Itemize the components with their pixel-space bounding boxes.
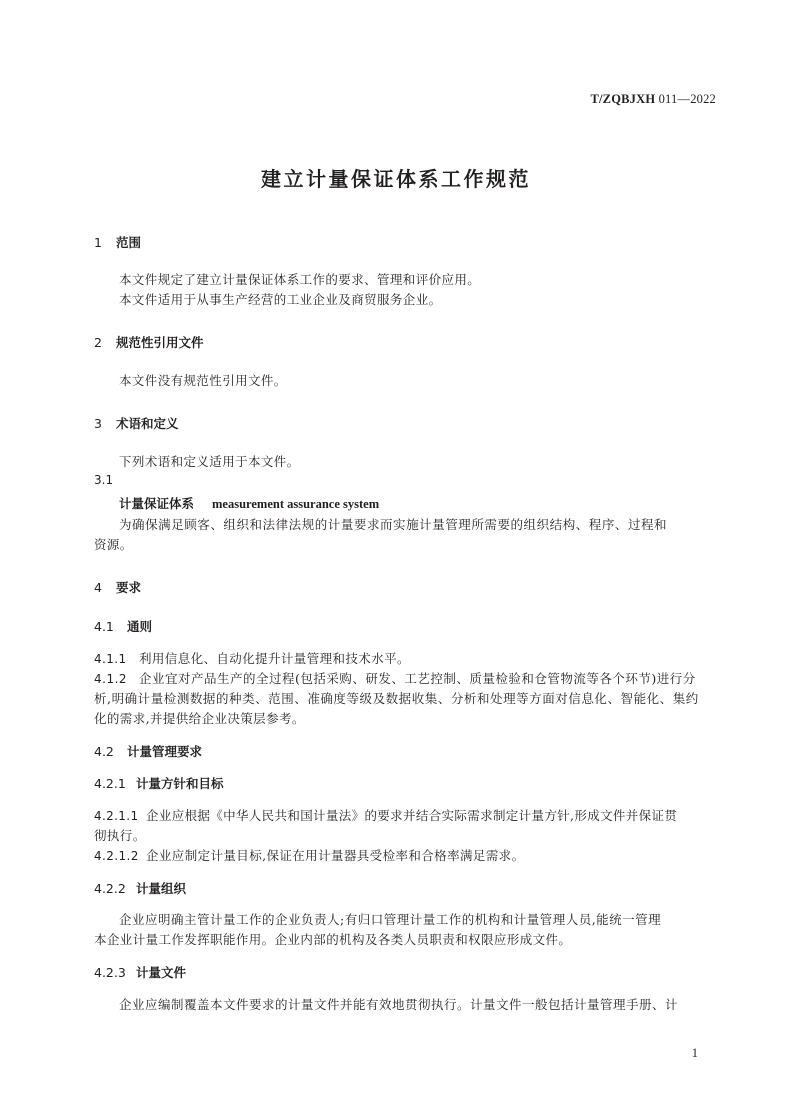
section-4-title: 要求 (116, 580, 142, 595)
section-4-2-2-line-2: 本企业计量工作发挥职能作用。企业内部的机构及各类人员职责和权限应形成文件。 (94, 932, 572, 947)
section-1-title: 范围 (116, 235, 142, 250)
clause-4-1-2-line-3: 化的需求,并提供给企业决策层参考。 (94, 711, 305, 726)
section-4-2-title: 计量管理要求 (127, 744, 203, 759)
section-4-2-2-number: 4.2.2 (94, 881, 126, 896)
section-4-2-1-number: 4.2.1 (94, 776, 126, 791)
clause-4-2-1-1-text-line-1: 企业应根据《中华人民共和国计量法》的要求并结合实际需求制定计量方针,形成文件并保证贯 (146, 808, 678, 823)
section-1-heading (94, 233, 141, 251)
section-4-2-2-title: 计量组织 (136, 881, 187, 896)
section-4-2-3-heading (94, 963, 186, 981)
section-3-number: 3 (94, 416, 102, 431)
term-3-1-chinese: 计量保证体系 (119, 496, 195, 511)
section-1-para-2: 本文件适用于从事生产经营的工业企业及商贸服务企业。 (119, 292, 442, 307)
section-4-1-title: 通则 (127, 619, 153, 634)
section-1-number: 1 (94, 235, 102, 250)
standard-prefix: T/ZQBJXH (590, 92, 656, 106)
section-2-heading (94, 333, 204, 351)
section-2-title: 规范性引用文件 (116, 335, 204, 350)
section-4-2-3-number: 4.2.3 (94, 965, 126, 980)
clause-4-2-1-1-number: 4.2.1.1 (94, 809, 139, 823)
term-3-1-number: 3.1 (94, 473, 114, 487)
clause-4-2-1-1-line-1 (94, 806, 677, 824)
section-4-number: 4 (94, 580, 102, 595)
document-title: 建立计量保证体系工作规范 (261, 167, 531, 191)
clause-4-1-1-number: 4.1.1 (94, 652, 127, 666)
clause-4-2-1-2-number: 4.2.1.2 (94, 849, 139, 863)
term-3-1-definition-line-2: 资源。 (94, 537, 133, 552)
clause-4-2-1-2-text: 企业应制定计量目标,保证在用计量器具受检率和合格率满足需求。 (146, 848, 525, 863)
section-3-para-1: 下列术语和定义适用于本文件。 (119, 454, 300, 469)
section-4-1-heading (94, 617, 152, 635)
section-3-title: 术语和定义 (116, 416, 179, 431)
section-4-heading (94, 578, 141, 596)
clause-4-1-1 (94, 649, 410, 667)
section-4-2-3-title: 计量文件 (136, 965, 187, 980)
section-1-para-1: 本文件规定了建立计量保证体系工作的要求、管理和评价应用。 (119, 272, 481, 287)
clause-4-1-2-line-1 (94, 669, 696, 687)
section-2-para-1: 本文件没有规范性引用文件。 (119, 373, 287, 388)
section-4-2-2-line-1: 企业应明确主管计量工作的企业负责人;有归口管理计量工作的机构和计量管理人员,能统一管理 (119, 912, 662, 927)
section-2-number: 2 (94, 335, 102, 350)
term-3-1-definition-line-1: 为确保满足顾客、组织和法律法规的计量要求而实施计量管理所需要的组织结构、程序、过程和 (119, 517, 668, 532)
section-4-1-number: 4.1 (94, 619, 114, 634)
clause-4-2-1-2 (94, 846, 524, 864)
section-4-2-1-heading (94, 774, 224, 792)
term-3-1-english: measurement assurance system (212, 497, 380, 511)
section-3-heading (94, 414, 179, 432)
clause-4-1-2-line-2: 析,明确计量检测数据的种类、范围、准确度等级及数据收集、分析和处理等方面对信息化、智能化、集约 (94, 691, 699, 706)
section-4-2-3-line-1: 企业应编制覆盖本文件要求的计量文件并能有效地贯彻执行。计量文件一般包括计量管理手册、计 (119, 997, 679, 1012)
section-4-2-heading (94, 742, 202, 760)
section-4-2-1-title: 计量方针和目标 (136, 776, 224, 791)
clause-4-2-1-1-line-2: 彻执行。 (94, 828, 146, 843)
clause-4-1-2-number: 4.1.2 (94, 672, 128, 686)
clause-4-1-2-text-line-1: 企业宜对产品生产的全过程(包括采购、研发、工艺控制、质量检验和仓管物流等各个环节)进行分 (139, 671, 696, 686)
section-4-2-2-heading (94, 879, 186, 897)
section-4-2-number: 4.2 (94, 744, 114, 759)
standard-number: 011—2022 (658, 92, 716, 106)
standard-code (590, 92, 716, 107)
page-number: 1 (691, 1046, 698, 1060)
clause-4-1-1-text: 利用信息化、自动化提升计量管理和技术水平。 (139, 651, 410, 666)
term-3-1-heading (119, 494, 379, 512)
